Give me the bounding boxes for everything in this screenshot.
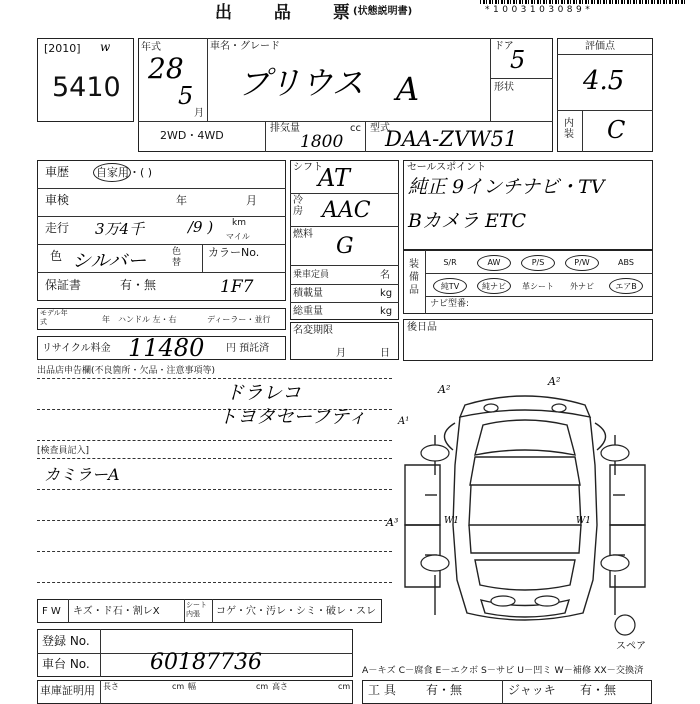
name-change-day: 日 — [380, 348, 390, 359]
mileage-unit-km: km — [232, 218, 246, 228]
recycle-unit: 円 預託済 — [226, 343, 270, 354]
score-value: 4.5 — [583, 66, 625, 96]
notes-line2: トヨタセーフティ — [218, 406, 367, 428]
damage-mark-w1-right: W1 — [576, 516, 591, 526]
legend-fw: F W — [42, 606, 61, 617]
mileage-unit-mile: マイル — [226, 232, 250, 241]
model-change-handle: ハンドル 左・右 — [118, 315, 177, 324]
color-no-label: カラーNo. — [208, 246, 260, 259]
warranty-label: 保証書 — [45, 278, 82, 292]
aircon-label: 冷房 — [293, 195, 303, 217]
barcode-number: *1003103089* — [485, 5, 594, 15]
equipment-item: AW — [487, 258, 501, 267]
equipment-item: 革シート — [522, 282, 554, 291]
history-options: 自家用・( ) — [96, 166, 153, 179]
form-title: 出 品 票 — [215, 3, 368, 23]
door-label: ドア — [494, 41, 514, 52]
codes-legend: A－キズ C－腐食 E－エクボ S－サビ U－凹ミ W－補修 XX－交換済 — [362, 665, 644, 676]
inspector-value: カミラーA — [44, 465, 120, 484]
damage-mark-a2-right: A² — [548, 375, 561, 388]
mileage-hand: /9 ) — [188, 218, 214, 236]
inspection-label: 車検 — [45, 193, 70, 207]
model-change-dealer: ディーラー・並行 — [207, 315, 271, 324]
load-label: 積載量 — [293, 288, 323, 299]
year-value: 28 — [148, 52, 184, 85]
interior-label: 内装 — [564, 118, 574, 140]
score-label: 評価点 — [585, 41, 615, 52]
color-no-value: 1F7 — [220, 277, 254, 297]
cert-cm2: cm — [256, 682, 269, 691]
model-change-label: モデル年式 — [40, 309, 68, 326]
model-change-year: 年 — [102, 315, 110, 324]
name-value: プリウス — [238, 64, 364, 102]
jack-options: 有・無 — [580, 683, 617, 697]
sales-label: セールスポイント — [407, 162, 487, 173]
recycle-value: 11480 — [128, 334, 205, 362]
interior-value: C — [607, 116, 626, 144]
shift-value: AT — [318, 164, 351, 192]
gross-unit: kg — [380, 306, 393, 317]
legend-seat: シート内張 — [186, 601, 207, 618]
drive-label: 2WD・4WD — [160, 129, 224, 142]
tools-label: 工 具 — [368, 683, 396, 697]
year-tag: [2010] — [44, 42, 81, 55]
inspection-month: 月 — [246, 194, 257, 207]
recycle-label: リサイクル料金 — [42, 343, 111, 354]
cert-height: 高さ — [272, 682, 288, 691]
equipment-circle — [565, 255, 599, 271]
frame-label: 車台 No. — [42, 657, 90, 671]
displacement-label: 排気量 — [270, 123, 300, 134]
barcode-strip — [480, 0, 685, 4]
damage-mark-a1: A¹ — [398, 416, 410, 427]
mileage-value: 3万4千 — [95, 220, 145, 238]
form-subtitle: (状態説明書) — [353, 6, 413, 17]
year-tag-hand: w — [100, 40, 111, 54]
equipment-circle — [477, 278, 511, 294]
sales-line2: Bカメラ ETC — [408, 210, 527, 232]
frame-value: 60187736 — [150, 650, 262, 675]
equipment-circle — [521, 255, 555, 271]
color-label: 色 — [50, 249, 63, 263]
rear-items-label: 後日品 — [407, 322, 437, 333]
navi-label: ナビ型番: — [430, 299, 470, 309]
displacement-value: 1800 — [300, 132, 344, 152]
color-value: シルバー — [72, 250, 147, 272]
legend-damage: キズ・ト゚石・割レX — [73, 606, 160, 617]
cert-cm3: cm — [338, 682, 351, 691]
model-label: 型式 — [370, 123, 390, 134]
cert-cm1: cm — [172, 682, 185, 691]
cert-length: 長さ — [103, 682, 119, 691]
cert-label: 車庫証明用 — [40, 684, 95, 697]
damage-mark-a3: A³ — [386, 516, 399, 529]
spare-label: スペア — [616, 641, 646, 652]
month-unit: 月 — [194, 108, 204, 119]
shift-label: シフト — [293, 162, 323, 173]
warranty-options: 有・無 — [120, 278, 157, 292]
equipment-item: P/W — [574, 258, 590, 267]
damage-mark-a2-left: A² — [438, 383, 451, 396]
equipment-circle — [609, 278, 643, 294]
color-change: 色替 — [172, 247, 182, 268]
inspection-year: 年 — [176, 194, 187, 207]
history-circle — [93, 163, 131, 182]
sales-line1: 純正 9インチナビ・TV — [408, 176, 605, 198]
legend-interior: コゲ・穴・汚レ・シミ・破レ・スレ — [216, 606, 376, 617]
capacity-unit: 名 — [380, 270, 390, 281]
equipment-item: P/S — [531, 258, 545, 267]
fuel-label: 燃料 — [293, 229, 313, 240]
gross-label: 総重量 — [293, 306, 323, 317]
tools-options: 有・無 — [426, 683, 463, 697]
load-unit: kg — [380, 288, 393, 299]
mileage-label: 走行 — [45, 221, 70, 235]
damage-mark-w1-left: W1 — [444, 516, 459, 526]
fuel-value: G — [336, 234, 354, 259]
equipment-item: 純TV — [440, 282, 460, 291]
equipment-circle — [477, 255, 511, 271]
inspector-label: [検査員記入] — [37, 446, 90, 456]
name-change-label: 名変期限 — [293, 325, 333, 336]
notes-line1: ドラレコ — [225, 382, 302, 404]
equipment-item: ABS — [618, 258, 634, 267]
year-label: 年式 — [141, 42, 161, 53]
equipment-item: S/R — [443, 258, 457, 267]
name-label: 車名・グレード — [210, 41, 280, 52]
grade-value: A — [396, 70, 420, 108]
reg-label: 登録 No. — [42, 634, 90, 648]
equipment-label: 装備品 — [409, 259, 419, 296]
notes-label: 出品店申告欄(不良箇所・欠品・注意事項等) — [37, 366, 216, 376]
equipment-item: 純ナビ — [482, 282, 506, 291]
rear-items-block — [403, 319, 653, 361]
equipment-item: 外ナビ — [570, 282, 594, 291]
name-change-month: 月 — [336, 348, 346, 359]
lot-number: 5410 — [52, 72, 121, 103]
car-diagram — [395, 375, 660, 650]
model-value: DAA-ZVW51 — [385, 127, 518, 151]
month-value: 5 — [178, 82, 194, 110]
equipment-item: エアB — [615, 282, 637, 291]
aircon-value: AAC — [322, 198, 371, 223]
shape-label: 形状 — [494, 82, 514, 93]
capacity-label: 乗車定員 — [293, 270, 330, 280]
cert-width: 幅 — [188, 682, 196, 691]
jack-label: ジャッキ — [508, 683, 556, 697]
door-value: 5 — [510, 46, 526, 74]
equipment-circle — [433, 278, 467, 294]
history-label: 車歴 — [45, 165, 70, 179]
displacement-unit: cc — [350, 123, 361, 134]
